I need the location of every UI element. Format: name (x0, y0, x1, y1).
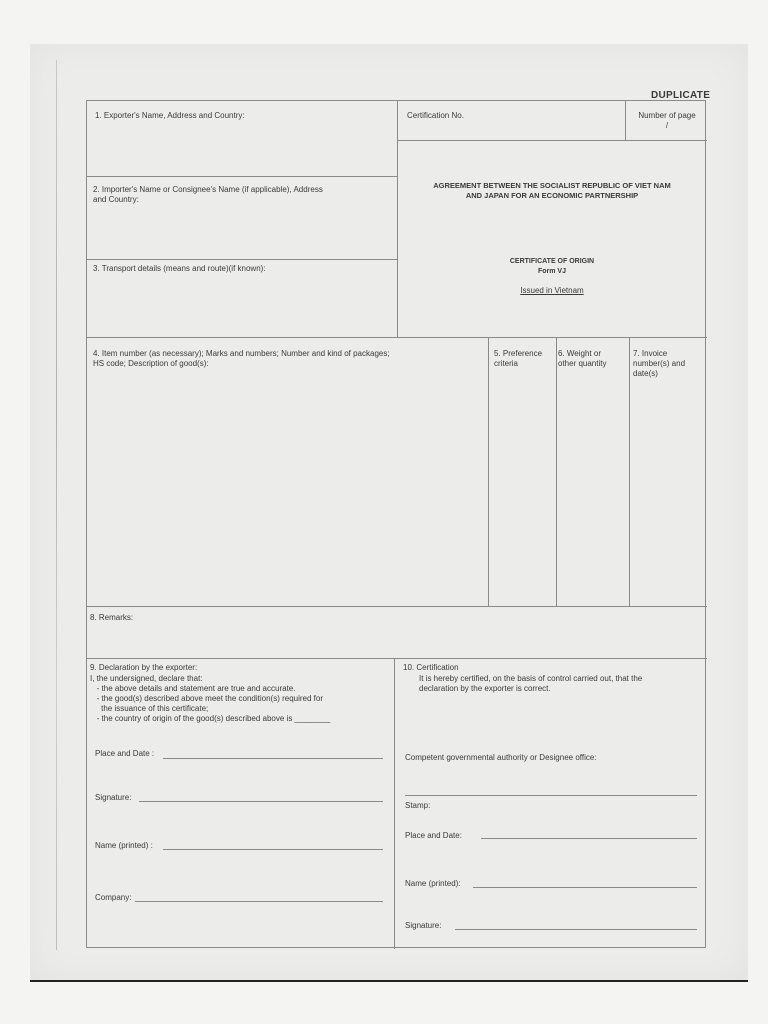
cert-place-date-line (481, 838, 697, 839)
divider-h-top-section (87, 337, 707, 338)
certification-no-label: Certification No. (407, 111, 464, 120)
declaration-line: - the country of origin of the good(s) described above is ________ (90, 714, 331, 723)
number-of-page-label: Number of page / (638, 111, 696, 130)
item-description-label: 4. Item number (as necessary); Marks and numbers; Number and kind of packages; HS code; Description of good(s): (93, 349, 390, 368)
preference-criteria-label: 5. Preference criteria (494, 349, 543, 368)
certificate-title: CERTIFICATE OF ORIGIN (509, 258, 595, 265)
exporter-name-label: Name (printed) : (95, 841, 153, 850)
company-label: Company: (95, 893, 132, 902)
authority-label: Competent governmental authority or Designee office: (405, 753, 597, 762)
cert-signature-line (455, 929, 697, 930)
weight-quantity-label: 6. Weight or other quantity (558, 349, 607, 368)
divider-v-top-middle (397, 101, 398, 337)
divider-h-remarks (87, 606, 707, 607)
declaration-line: - the above details and statement are true and accurate. (90, 684, 296, 693)
exporter-signature-line (139, 801, 383, 802)
invoice-label: 7. Invoice number(s) and date(s) (633, 349, 686, 378)
exporter-place-date-label: Place and Date : (95, 749, 155, 758)
remarks-label: 8. Remarks: (90, 613, 134, 622)
certification-text: It is hereby certified, on the basis of control carried out, that the declaration by the exporter is correct. (419, 674, 643, 693)
importer-label: 2. Importer's Name or Consignee's Name (if applicable), Address and Country: (93, 185, 323, 204)
copy-label: DUPLICATE (651, 90, 711, 101)
cert-signature-label: Signature: (405, 921, 442, 930)
divider-v-bottom-middle (394, 658, 395, 949)
divider-v-col6 (556, 337, 557, 606)
exporter-place-date-line (163, 758, 383, 759)
cert-name-label: Name (printed): (405, 879, 461, 888)
divider-v-col5 (488, 337, 489, 606)
authority-line (405, 795, 697, 796)
form-name: Form VJ (537, 268, 566, 275)
declaration-line: - the good(s) described above meet the condition(s) required for (90, 694, 324, 703)
declaration-title: 9. Declaration by the exporter: (90, 663, 198, 672)
scan-edge-line (56, 60, 57, 950)
divider-h-cert-no (397, 140, 707, 141)
exporter-label: 1. Exporter's Name, Address and Country: (95, 111, 245, 120)
divider-v-page-box (625, 101, 626, 140)
exporter-name-line (163, 849, 383, 850)
declaration-line: the issuance of this certificate; (90, 704, 209, 713)
company-line (135, 901, 383, 902)
cert-place-date-label: Place and Date: (405, 831, 462, 840)
cert-name-line (473, 887, 697, 888)
certificate-form (86, 100, 706, 948)
certification-title: 10. Certification (403, 663, 459, 672)
divider-h-exporter (87, 176, 397, 177)
declaration-line: I, the undersigned, declare that: (90, 674, 203, 683)
divider-h-importer (87, 259, 397, 260)
declaration-text (90, 674, 330, 724)
issued-in: Issued in Vietnam (520, 286, 584, 295)
divider-v-col7 (629, 337, 630, 606)
stamp-label: Stamp: (405, 801, 431, 810)
exporter-signature-label: Signature: (95, 793, 132, 802)
agreement-title: AGREEMENT BETWEEN THE SOCIALIST REPUBLIC OF VIET NAM AND JAPAN FOR AN ECONOMIC PARTNERSHIP (433, 181, 671, 200)
transport-label: 3. Transport details (means and route)(if known): (93, 264, 266, 273)
divider-h-declaration (87, 658, 707, 659)
